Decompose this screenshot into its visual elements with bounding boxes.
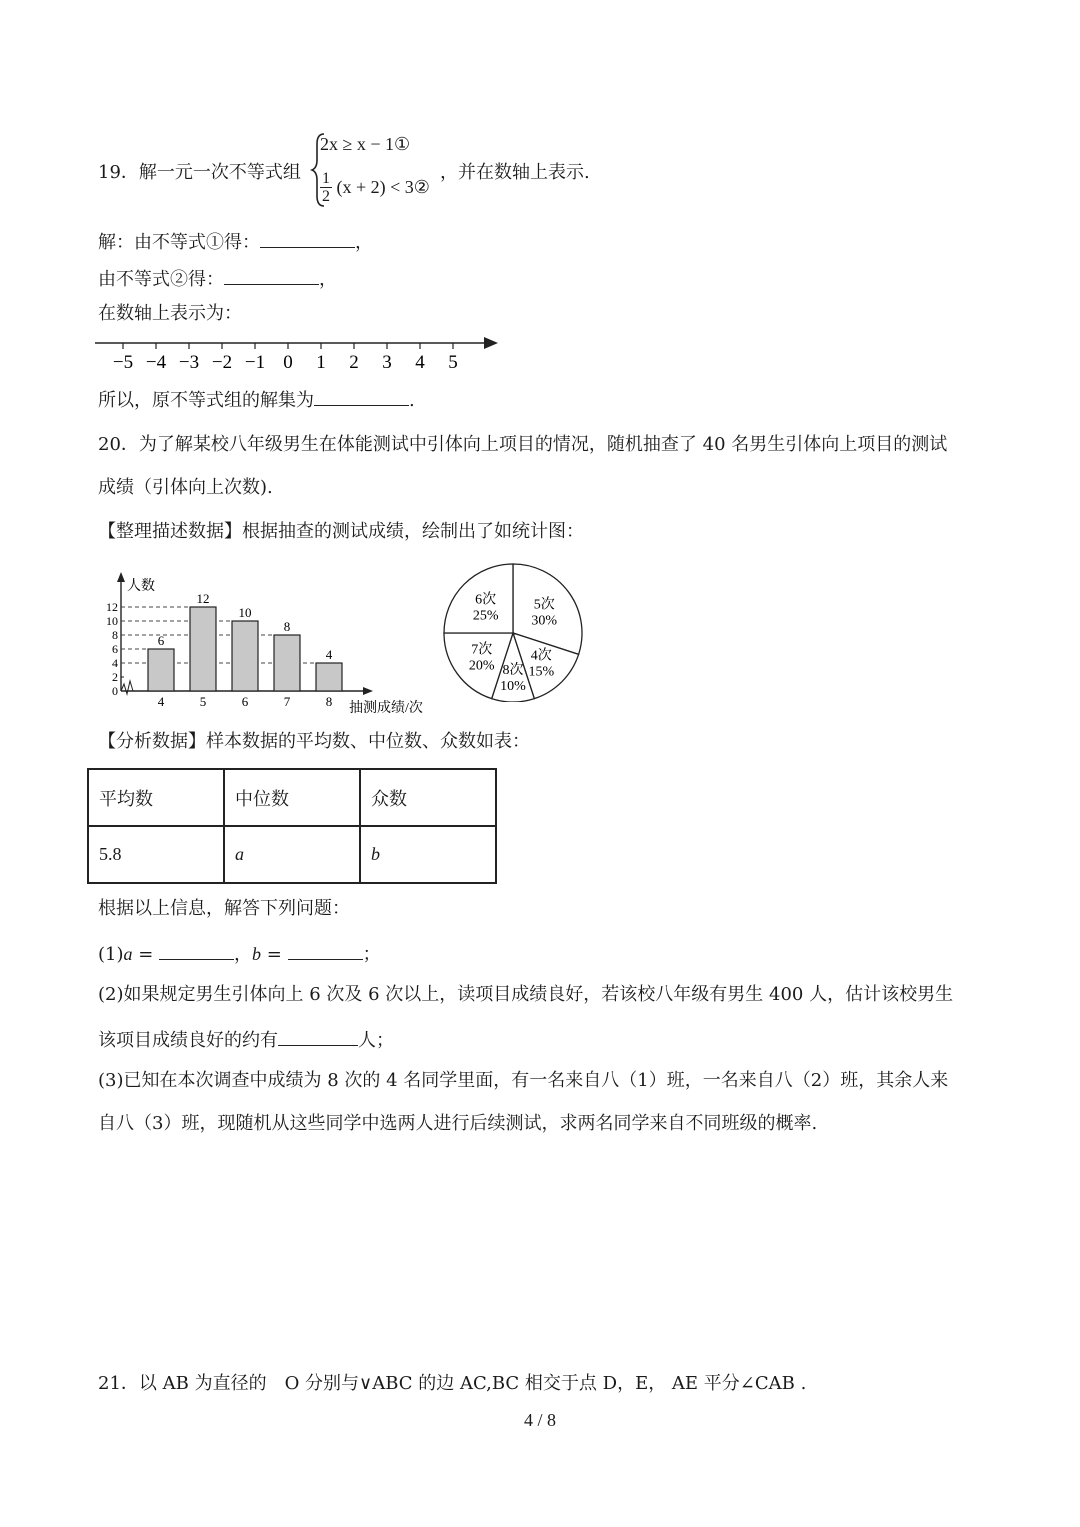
- blank-a[interactable]: [159, 941, 234, 960]
- header-mode: 众数: [360, 769, 496, 826]
- pie-slice-percent: 25%: [472, 608, 499, 624]
- y-axis-label: 人数: [127, 579, 155, 594]
- number-line-tick-label: 0: [283, 352, 293, 373]
- bar-value-label: 12: [196, 591, 210, 606]
- pie-slice-percent: 30%: [531, 613, 558, 629]
- inequality-2-tail: (x + 2) < 3②: [336, 177, 430, 197]
- q20-intro-1: 20．为了解某校八年级男生在体能测试中引体向上项目的情况，随机抽查了 40 名男生引体向上项目的测试: [98, 434, 948, 455]
- x-tick-label: 7: [283, 694, 291, 709]
- answer-blank-3[interactable]: [314, 387, 409, 406]
- q19-suffix: ，并在数轴上表示.: [440, 162, 590, 183]
- part-3-line-2: 自八（3）班，现随机从这些同学中选两人进行后续测试，求两名同学来自不同班级的概率.: [98, 1113, 818, 1134]
- part-2-end: 人；: [358, 1030, 394, 1051]
- bar-value-label: 10: [238, 605, 252, 620]
- bar: [316, 663, 342, 691]
- table-value-row: [88, 826, 496, 883]
- var-b: b: [252, 944, 262, 964]
- blank-count[interactable]: [278, 1027, 358, 1046]
- x-tick-label: 5: [199, 694, 207, 709]
- part-3-line-1: (3)已知在本次调查中成绩为 8 次的 4 名同学里面，有一名来自八（1）班，一名来自八（2）班，其余人来: [98, 1070, 949, 1091]
- q21-text: 21．以 AB 为直径的 O 分别与∨ABC 的边 AC,BC 相交于点 D，E， AE 平分∠CAB .: [98, 1373, 807, 1394]
- number-line-tick-label: 1: [316, 352, 326, 373]
- table-header-row: [88, 769, 496, 826]
- value-mode: b: [360, 826, 496, 883]
- y-axis-arrow: [117, 572, 125, 582]
- number-line-tick-label: −1: [244, 352, 266, 373]
- part-1-end: ；: [362, 944, 381, 965]
- part-1: [98, 941, 381, 966]
- inequality-system: [310, 130, 450, 210]
- answer-blank-2[interactable]: [224, 266, 319, 285]
- inequality-1: 2x ≥ x − 1①: [320, 134, 411, 154]
- blank-b[interactable]: [288, 941, 363, 960]
- solution-label-1: 解：由不等式①得：: [98, 232, 260, 253]
- y-tick-label: 4: [112, 656, 118, 670]
- period: .: [409, 390, 415, 411]
- eq-b: =: [261, 944, 288, 965]
- number-line-arrow: [484, 337, 498, 349]
- y-tick-label: 8: [112, 628, 118, 642]
- pie-slice-percent: 10%: [500, 678, 526, 694]
- bar: [190, 607, 216, 691]
- bar: [232, 621, 258, 691]
- bar: [148, 649, 174, 691]
- eq-a: =: [132, 944, 160, 965]
- page-number: 4 / 8: [523, 1410, 556, 1430]
- part-2-line-2: [98, 1027, 394, 1052]
- bar-chart: [95, 570, 445, 718]
- pie-slice-percent: 20%: [468, 658, 495, 674]
- bar: [274, 635, 300, 691]
- number-line-tick-label: 5: [448, 352, 458, 373]
- solution-line-2: [98, 266, 337, 291]
- bar-value-label: 6: [157, 633, 165, 648]
- inequality-2: [320, 170, 430, 205]
- fraction-half: [320, 170, 332, 205]
- solution-line-1: [98, 229, 373, 254]
- x-tick-label: 4: [157, 694, 165, 709]
- number-line: [90, 330, 510, 380]
- sep: ，: [234, 944, 253, 965]
- frac-num: 1: [322, 170, 330, 187]
- number-line-tick-label: −3: [178, 352, 200, 373]
- number-line-tick-label: −2: [211, 352, 233, 373]
- comma-2: ，: [319, 269, 337, 290]
- pie-slice-label: 5次: [533, 597, 555, 613]
- axis-label: 在数轴上表示为：: [98, 303, 242, 324]
- part-1-num: (1): [98, 944, 124, 965]
- y-tick-label: 10: [106, 614, 118, 628]
- var-a: a: [123, 944, 133, 964]
- x-axis-arrow: [363, 687, 373, 695]
- axis-break: [121, 681, 133, 694]
- value-mean: 5.8: [88, 826, 224, 883]
- part-2-label: 该项目成绩良好的约有: [98, 1030, 278, 1051]
- pie-slice-label: 4次: [530, 648, 552, 664]
- number-line-tick-label: 3: [382, 352, 392, 373]
- answer-intro: 根据以上信息，解答下列问题：: [98, 898, 350, 919]
- x-tick-label: 6: [241, 694, 249, 709]
- y-tick-label: 12: [106, 600, 118, 614]
- pie-slice-label: 8次: [502, 662, 524, 678]
- frac-den: 2: [322, 188, 330, 205]
- q20-analyze: 【分析数据】样本数据的平均数、中位数、众数如表：: [98, 731, 530, 752]
- pie-slice-percent: 15%: [528, 664, 555, 680]
- stats-table: [87, 768, 497, 884]
- bar-value-label: 8: [283, 619, 291, 634]
- bar-value-label: 4: [325, 647, 333, 662]
- number-line-tick-label: 2: [349, 352, 359, 373]
- number-line-tick-label: −5: [112, 352, 134, 373]
- y-tick-label: 2: [112, 670, 118, 684]
- x-tick-label: 8: [325, 694, 333, 709]
- solution-label-2: 由不等式②得：: [98, 269, 224, 290]
- y-tick-label: 6: [112, 642, 118, 656]
- q20-intro-2: 成绩（引体向上次数).: [98, 477, 273, 498]
- answer-blank-1[interactable]: [260, 229, 355, 248]
- header-mean: 平均数: [88, 769, 224, 826]
- pie-slice-label: 6次: [475, 592, 497, 608]
- number-line-tick-label: −4: [145, 352, 167, 373]
- x-axis-label: 抽测成绩/次: [349, 701, 423, 716]
- q20-describe: 【整理描述数据】根据抽查的测试成绩，绘制出了如统计图：: [98, 521, 584, 542]
- number-line-tick-label: 4: [415, 352, 425, 373]
- q19-prefix: 19．解一元一次不等式组: [98, 162, 301, 183]
- pie-slice-label: 7次: [471, 642, 493, 658]
- part-2-line-1: (2)如果规定男生引体向上 6 次及 6 次以上，读项目成绩良好，若该校八年级有男生 400 人，估计该校男生: [98, 984, 954, 1005]
- pie-chart: [440, 562, 590, 702]
- header-median: 中位数: [224, 769, 360, 826]
- comma-1: ，: [355, 232, 373, 253]
- y-tick-label: 0: [112, 684, 118, 698]
- value-median: a: [224, 826, 360, 883]
- conclusion-line: [98, 387, 415, 412]
- conclusion-label: 所以，原不等式组的解集为: [98, 390, 314, 411]
